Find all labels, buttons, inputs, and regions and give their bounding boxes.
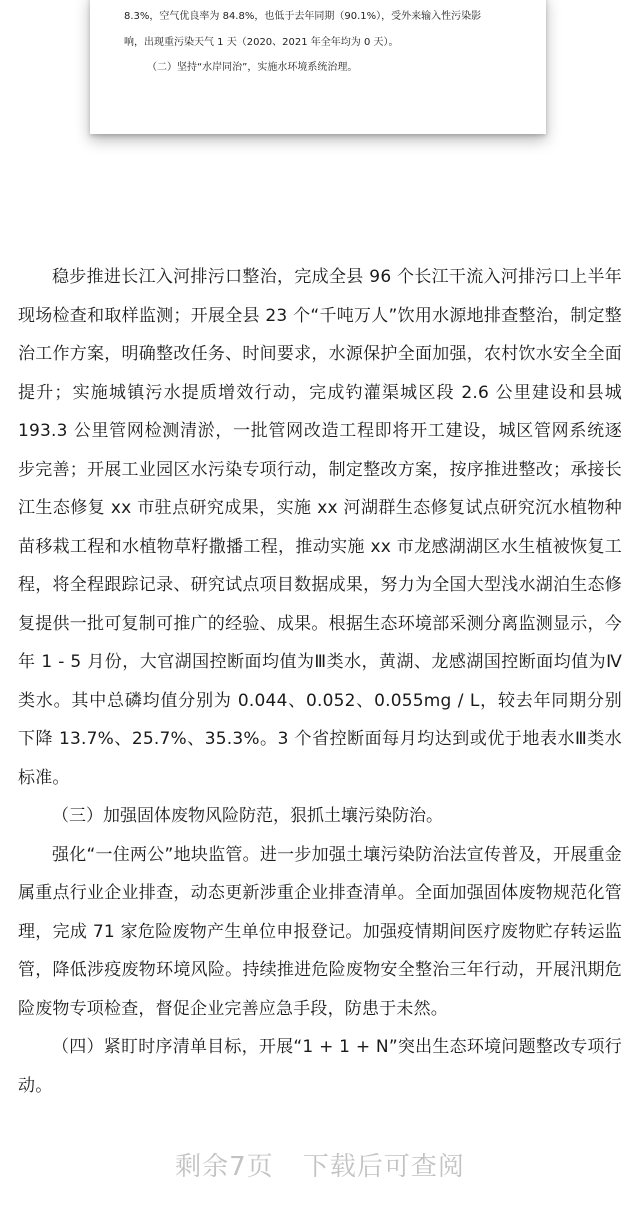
preview-line-1: 8.3%，空气优良率为 84.8%，也低于去年同期（90.1%），受外来输入性污染影 bbox=[124, 11, 482, 22]
preview-section-heading: （二）坚持“水岸同治”，实施水环境系统治理。 bbox=[147, 62, 358, 73]
previous-page-preview bbox=[90, 0, 546, 134]
section-heading-3: （三）加强固体废物风险防范，狠抓土壤污染防治。 bbox=[52, 806, 443, 826]
soil-pollution-paragraph: 强化“一住两公”地块监管。进一步加强土壤污染防治法宣传普及，开展重金属重点行业企业排查，动态更新涉重企业排查清单。全面加强固体废物规范化管理，完成 71 家危险废物产生单位申报登记。加强疫情期间医疗废物贮存转运监管，降低涉疫废物环境风险。持续推进危险废物安全整治三年行动，开展汛期危险废物专项检查，督促企业完善应急手段，防患于未然。 bbox=[18, 844, 622, 1019]
preview-line-2: 响，出现重污染天气 1 天（2020、2021 年全年均为 0 天）。 bbox=[124, 37, 399, 48]
document-body bbox=[18, 258, 622, 1105]
section-heading-4: （四）紧盯时序清单目标，开展“1 + 1 + N”突出生态环境问题整改专项行动。 bbox=[18, 1037, 622, 1096]
water-governance-paragraph: 稳步推进长江入河排污口整治，完成全县 96 个长江干流入河排污口上半年现场检查和取样监测；开展全县 23 个“千吨万人”饮用水源地排查整治，制定整治工作方案，明确整改任务、时间要求，水源保护全面加强，农村饮水安全全面提升；实施城镇污水提质增效行动，完成钓灌渠城区段 2.6 公里建设和县城 193.3 公里管网检测清淤，一批管网改造工程即将开工建设，城区管网系统逐步完善；开展工业园区水污染专项行动，制定整改方案，按序推进整改；承接长江生态修复 xx 市驻点研究成果，实施 xx 河湖群生态修复试点研究沉水植物种苗移栽工程和水植物草籽撒播工程，推动实施 xx 市龙感湖湖区水生植被恢复工程，将全程跟踪记录、研究试点项目数据成果，努力为全国大型浅水湖泊生态修复提供一批可复制可推广的经验、成果。根据生态环境部采测分离监测显示，今年 1 - 5 月份，大官湖国控断面均值为Ⅲ类水，黄湖、龙感湖国控断面均值为Ⅳ类水。其中总磷均值分别为 0.044、0.052、0.055mg / L，较去年同期分别下降 13.7%、25.7%、35.3%。3 个省控断面每月均达到或优于地表水Ⅲ类水标准。 bbox=[18, 267, 623, 788]
remaining-pages-notice[interactable]: 剩余7页 下载后可查阅 bbox=[175, 1152, 465, 1182]
